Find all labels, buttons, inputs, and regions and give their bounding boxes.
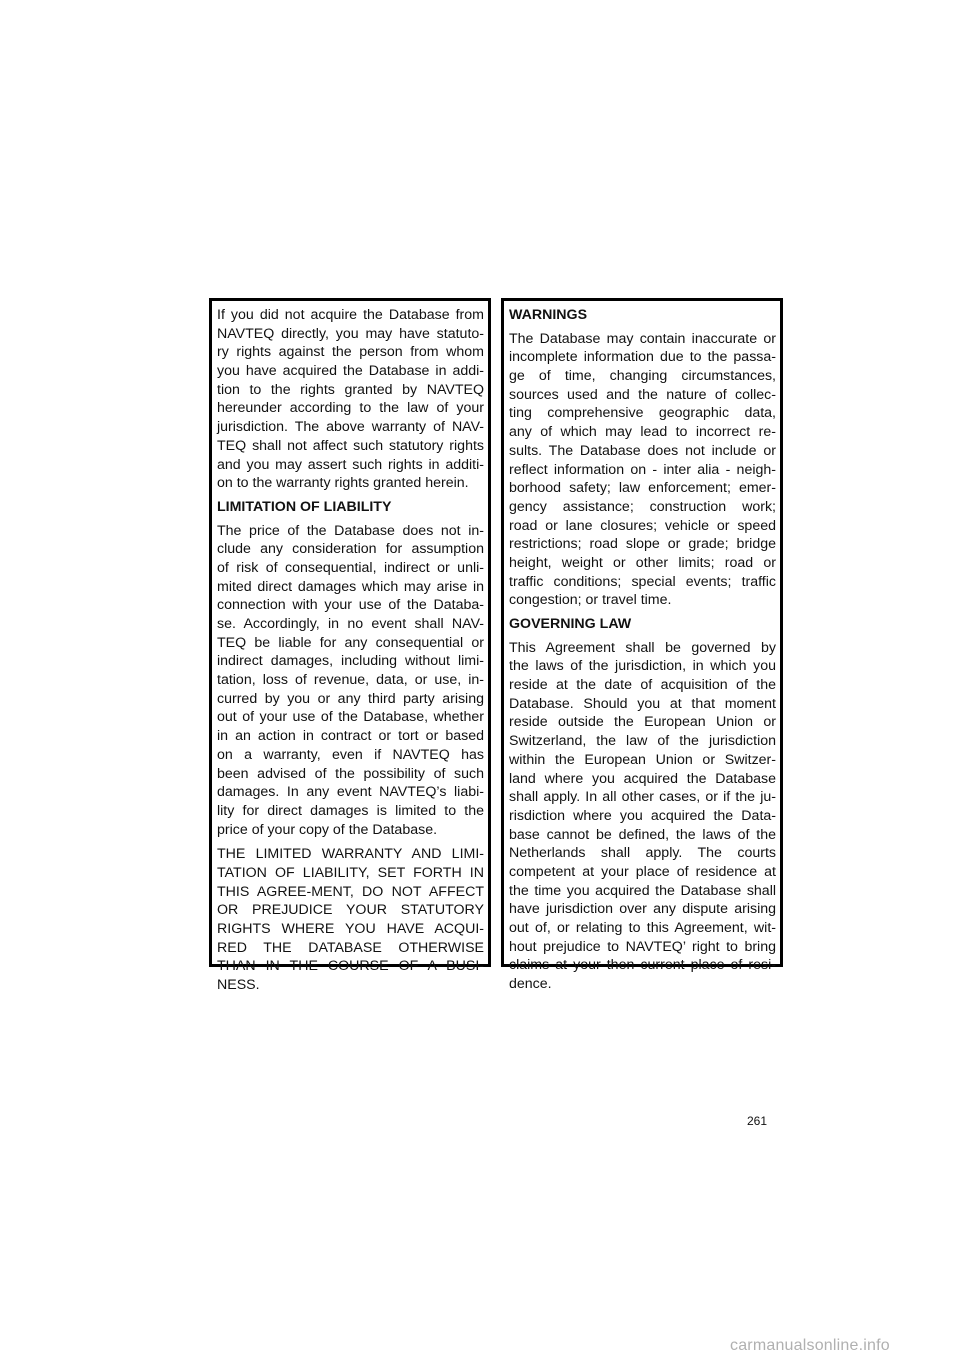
text-line: the laws of the jurisdiction, in which you <box>509 658 776 675</box>
text-line: you have acquired the Database in addi- <box>217 363 484 380</box>
limited-warranty-notice-paragraph <box>217 845 484 995</box>
statutory-rights-paragraph <box>217 306 484 493</box>
text-line: gency assistance; construction work; <box>509 498 776 515</box>
text-line: in an action in contract or tort or based <box>217 728 484 745</box>
text-line: tation, loss of revenue, data, or use, in- <box>217 672 484 689</box>
text-line: NAVTEQ directly, you may have statuto- <box>217 325 484 342</box>
text-line: reside at the date of acquisition of the <box>509 677 776 694</box>
text-line: reflect information on - inter alia - neigh- <box>509 461 776 478</box>
text-line: hout prejudice to NAVTEQ’ right to bring <box>509 938 776 955</box>
text-line: road or lane closures; vehicle or speed <box>509 517 776 534</box>
footer-watermark: carmanualsonline.info <box>730 1337 890 1354</box>
text-line: out of, or relating to this Agreement, wit- <box>509 920 776 936</box>
text-line: dence. <box>509 976 552 993</box>
text-line: clude any consideration for assumption <box>217 541 484 558</box>
limitation-of-liability-heading: LIMITATION OF LIABILITY <box>217 498 392 515</box>
text-line: out of your use of the Database, whether <box>217 709 484 726</box>
text-line: on a warranty, even if NAVTEQ has <box>217 746 484 763</box>
text-line: congestion; or travel time. <box>509 592 672 609</box>
text-line: any of which may lead to incorrect re- <box>509 424 776 441</box>
text-line: have jurisdiction over any dispute arising <box>509 901 776 918</box>
text-line: sources used and the nature of collec- <box>509 386 776 403</box>
page-number: 261 <box>747 1114 768 1128</box>
text-line: curred by you or any third party arising <box>217 690 484 707</box>
text-line: Database. Should you at that moment <box>509 695 776 712</box>
text-line: of risk of consequential, indirect or unli- <box>217 559 484 576</box>
text-line: base cannot be defined, the laws of the <box>509 826 776 843</box>
text-line: incomplete information due to the passa- <box>509 349 776 366</box>
text-line: and you may assert such rights in additi- <box>217 456 484 473</box>
text-line: TEQ be liable for any consequential or <box>217 634 484 651</box>
text-line: jurisdiction. The above warranty of NAV- <box>217 419 484 436</box>
text-line: borhood safety; law enforcement; emer- <box>509 480 776 497</box>
text-line: se. Accordingly, in no event shall NAV- <box>217 616 484 632</box>
text-line: TATION OF LIABILITY, SET FORTH IN <box>217 864 484 881</box>
warnings-heading: WARNINGS <box>509 307 588 323</box>
text-line: restrictions; road slope or grade; bridge <box>509 536 776 553</box>
text-line: Netherlands shall apply. The courts <box>509 845 776 862</box>
governing-law-heading: GOVERNING LAW <box>509 616 632 632</box>
text-line: damages. In any event NAVTEQ’s liabi- <box>217 784 484 801</box>
text-line: within the European Union or Switzer- <box>509 751 776 768</box>
text-line: sults. The Database does not include or <box>509 442 776 459</box>
text-line: height, weight or other limits; road or <box>509 554 776 571</box>
text-line: hereunder according to the law of your <box>217 400 484 417</box>
text-line: been advised of the possibility of such <box>217 765 484 782</box>
left-text-frame <box>209 298 491 994</box>
text-line: ting comprehensive geographic data, <box>509 405 776 422</box>
text-line: tion to the rights granted by NAVTEQ <box>217 381 484 398</box>
text-line: The price of the Database does not in- <box>217 522 484 539</box>
right-text-frame <box>501 298 783 993</box>
text-line: ry rights against the person from whom <box>217 344 484 361</box>
text-line: mited direct damages which may arise in <box>217 578 484 595</box>
governing-law-paragraph <box>509 639 776 994</box>
text-line: connection with your use of the Databa- <box>217 597 484 614</box>
text-line: traffic conditions; special events; traffic <box>509 573 776 590</box>
text-line: on to the warranty rights granted herein. <box>217 475 469 492</box>
text-line: The Database may contain inaccurate or <box>509 330 776 347</box>
text-line: price of your copy of the Database. <box>217 821 438 838</box>
text-line: risdiction where you acquired the Data- <box>509 807 776 824</box>
text-line: claims at your then current place of resi- <box>509 957 776 974</box>
text-line: shall apply. In all other cases, or if the ju- <box>509 789 776 806</box>
text-line: RED THE DATABASE OTHERWISE <box>217 939 484 956</box>
text-line: OR PREJUDICE YOUR STATUTORY <box>217 902 484 919</box>
text-line: THE LIMITED WARRANTY AND LIMI- <box>217 846 484 863</box>
text-line: Switzerland, the law of the jurisdiction <box>509 733 776 750</box>
text-line: THIS AGREE-MENT, DO NOT AFFECT <box>217 883 484 900</box>
text-line: ge of time, changing circumstances, <box>509 368 776 385</box>
text-line: THAN IN THE COURSE OF A BUSI- <box>217 958 484 975</box>
limitation-of-liability-paragraph <box>217 522 484 840</box>
text-line: reside outside the European Union or <box>509 714 776 731</box>
text-line: land where you acquired the Database <box>509 770 776 787</box>
text-line: indirect damages, including without limi- <box>217 653 484 670</box>
text-line: If you did not acquire the Database from <box>217 307 484 323</box>
text-line: NESS. <box>217 977 260 994</box>
warnings-paragraph <box>509 330 776 610</box>
text-line: RIGHTS WHERE YOU HAVE ACQUI- <box>217 921 484 937</box>
text-line: the time you acquired the Database shall <box>509 882 776 899</box>
text-line: This Agreement shall be governed by <box>509 639 776 656</box>
text-line: lity for direct damages is limited to the <box>217 802 484 819</box>
text-line: TEQ shall not affect such statutory rights <box>217 437 484 454</box>
text-line: competent at your place of residence at <box>509 863 776 880</box>
